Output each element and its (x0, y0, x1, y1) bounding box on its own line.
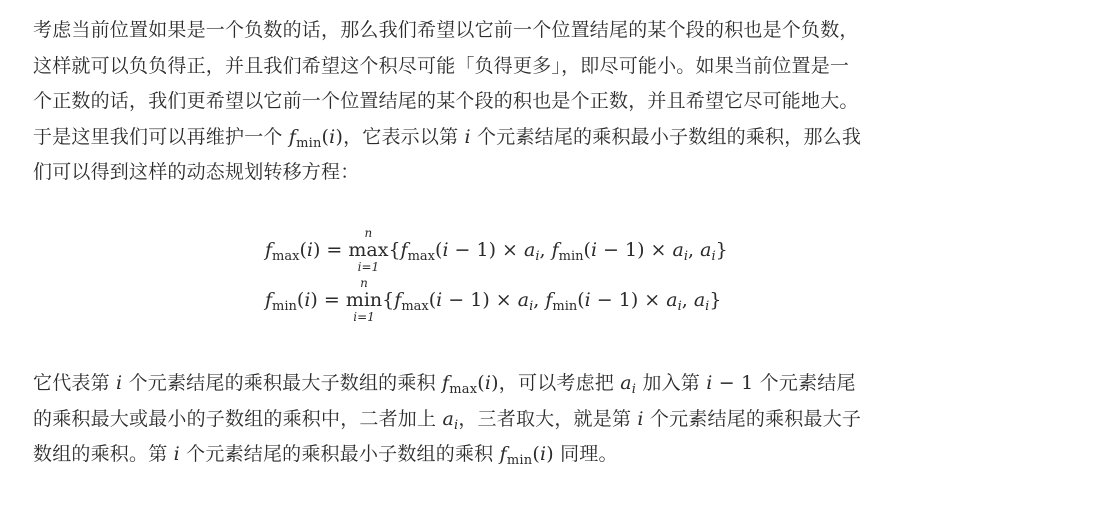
text-line (33, 437, 1073, 473)
math-fmin: $f_{min}(i)$ (288, 125, 344, 151)
operator-name: max (348, 239, 389, 261)
math-i: i (464, 125, 471, 148)
text-segment: 个元素结尾的乘积最小子数组的乘积 (179, 443, 500, 465)
text-segment: 个元素结尾的乘积最大子数组的乘积 (122, 372, 443, 394)
paragraph-2 (33, 366, 1073, 473)
upper-limit: n (364, 226, 373, 240)
math-i: i (173, 443, 180, 465)
paragraph-1 (33, 13, 1073, 191)
text-segment: 加入第 (636, 372, 707, 394)
math-ai: $a_i$ (620, 372, 637, 397)
lower-limit: i=1 (357, 260, 380, 274)
text-line: 这样就可以负负得正，并且我们希望这个积尽可能「负得更多」，即尽可能小。如果当前位置是一 (33, 54, 850, 77)
text-segment: ，它表示以第 (343, 125, 465, 148)
text-line (33, 402, 1073, 438)
text-segment: ，三者取大，就是第 (458, 407, 638, 430)
text-segment: 于是这里我们可以再维护一个 (33, 125, 289, 148)
min-operator (345, 276, 383, 324)
operator-name: min (345, 289, 383, 311)
math-fmin: $f_{min}(i)$ (499, 443, 554, 468)
text-segment: 的乘积最大或最小的子数组的乘积中，二者加上 (33, 407, 443, 430)
text-segment: 它代表第 (33, 372, 117, 394)
text-segment: 个元素结尾的乘积最大子 (643, 407, 862, 430)
text-segment: 个元素结尾的乘积最小子数组的乘积，那么我 (470, 125, 862, 148)
text-segment: 个元素结尾 (753, 372, 856, 394)
formula-fmax: $f_{max}(i) = \max$ n i=1 {$f_{max}(i - 1) \times a_i$, $f_{min}(i - 1) \times a_i$, $a_i$} (265, 226, 728, 274)
math-i-minus-1: i − 1 (706, 372, 754, 394)
lower-limit: i=1 (353, 310, 375, 324)
math-fmax: $f_{max}(i)$ (442, 372, 499, 397)
text-segment: ，可以考虑把 (498, 372, 621, 394)
math-i: i (637, 407, 644, 430)
text-segment: 同理。 (553, 443, 618, 465)
text-line: 个正数的话，我们更希望以它前一个位置结尾的某个段的积也是个正数，并且希望它尽可能地大。 (33, 90, 859, 112)
formula-fmin: $f_{min}(i) = \min$ n i=1 {$f_{max}(i - 1) \times a_i$, $f_{min}(i - 1) \times a_i$, $a_i$} (265, 276, 722, 324)
text-line: 考虑当前位置如果是一个负数的话，那么我们希望以它前一个位置结尾的某个段的积也是个负数， (33, 19, 859, 41)
text-line: 们可以得到这样的动态规划转移方程： (33, 161, 360, 183)
text-segment: 数组的乘积。第 (33, 443, 174, 465)
math-i: i (116, 372, 123, 394)
upper-limit: n (360, 276, 368, 290)
math-ai: $a_i$ (442, 407, 459, 433)
text-line (33, 366, 1073, 402)
text-line (33, 120, 1073, 156)
max-operator (348, 226, 389, 274)
